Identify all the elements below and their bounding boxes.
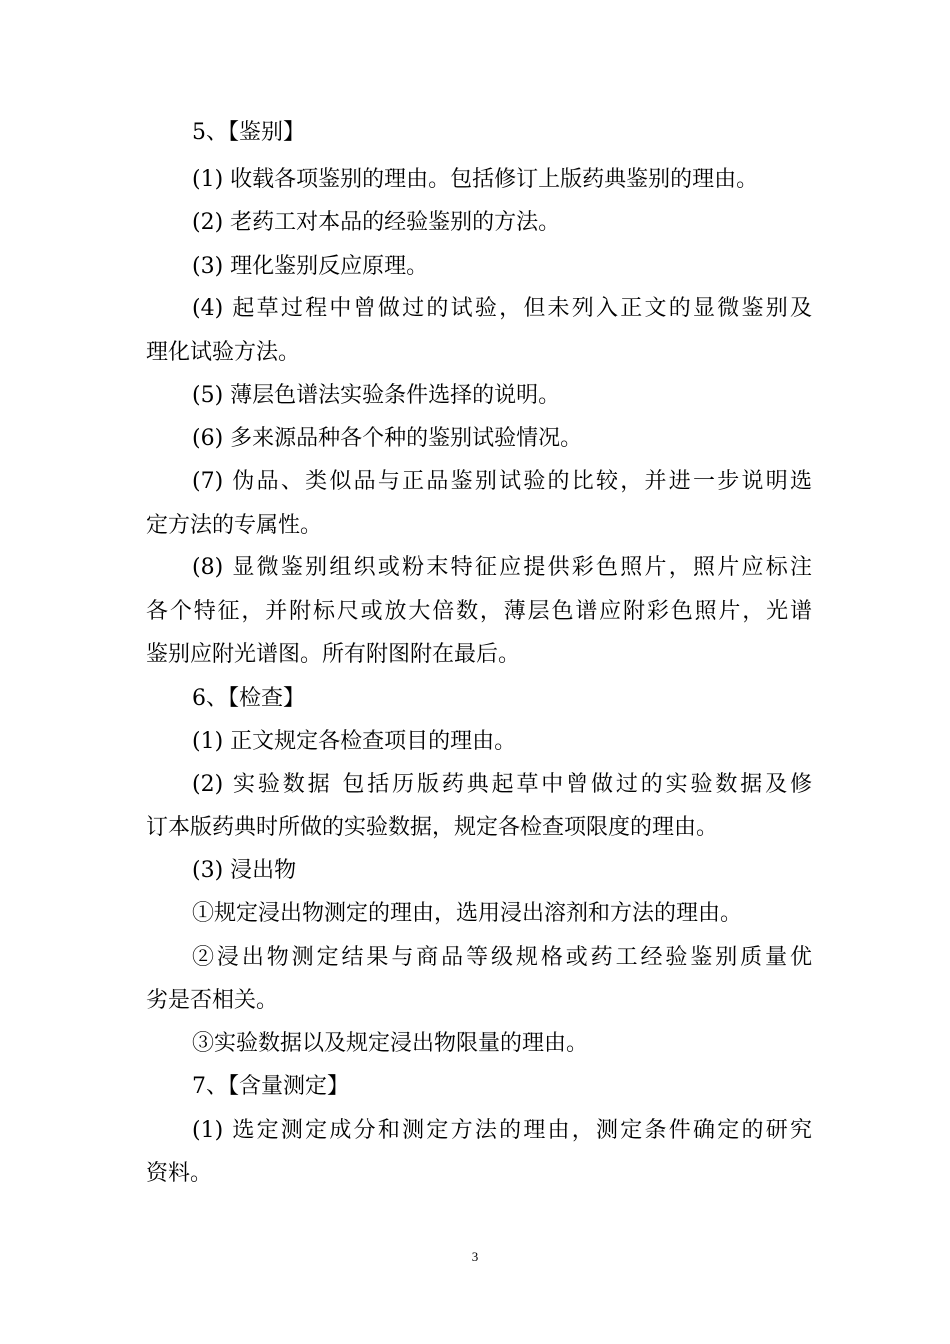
paragraph-line: ③实验数据以及规定浸出物限量的理由。 <box>192 1031 589 1056</box>
paragraph-line: (1) 选定测定成分和测定方法的理由，测定条件确定的研究 <box>192 1118 812 1143</box>
paragraph-line: 劣是否相关。 <box>146 988 279 1013</box>
paragraph-line: 订本版药典时所做的实验数据，规定各检查项限度的理由。 <box>146 815 719 840</box>
paragraph-line: (2) 实验数据 包括历版药典起草中曾做过的实验数据及修 <box>192 772 812 797</box>
paragraph-line: 各个特征，并附标尺或放大倍数，薄层色谱应附彩色照片，光谱 <box>146 599 812 624</box>
section-heading-identification: 5、【鉴别】 <box>192 120 305 145</box>
paragraph-line: (6) 多来源品种各个种的鉴别试验情况。 <box>192 426 583 451</box>
paragraph-line: (8) 显微鉴别组织或粉末特征应提供彩色照片，照片应标注 <box>192 555 812 580</box>
paragraph-line: (1) 正文规定各检查项目的理由。 <box>192 729 517 754</box>
paragraph-line: (7) 伪品、类似品与正品鉴别试验的比较，并进一步说明选 <box>192 469 812 494</box>
paragraph-line: (3) 浸出物 <box>192 858 297 883</box>
paragraph-line: (5) 薄层色谱法实验条件选择的说明。 <box>192 383 561 408</box>
section-heading-inspection: 6、【检查】 <box>192 686 305 711</box>
page-number: 3 <box>471 1249 479 1264</box>
paragraph-line: (4) 起草过程中曾做过的试验，但未列入正文的显微鉴别及 <box>192 296 812 321</box>
paragraph-line: ②浸出物测定结果与商品等级规格或药工经验鉴别质量优 <box>192 945 812 970</box>
paragraph-line: 理化试验方法。 <box>146 340 301 365</box>
paragraph-line: ①规定浸出物测定的理由，选用浸出溶剂和方法的理由。 <box>192 901 743 926</box>
paragraph-line: 鉴别应附光谱图。所有附图附在最后。 <box>146 642 521 667</box>
paragraph-line: 资料。 <box>146 1161 213 1186</box>
paragraph-line: (3) 理化鉴别反应原理。 <box>192 254 429 279</box>
paragraph-line: 定方法的专属性。 <box>146 513 323 538</box>
paragraph-line: (2) 老药工对本品的经验鉴别的方法。 <box>192 210 561 235</box>
section-heading-assay: 7、【含量测定】 <box>192 1074 349 1099</box>
paragraph-line: (1) 收载各项鉴别的理由。包括修订上版药典鉴别的理由。 <box>192 167 759 192</box>
